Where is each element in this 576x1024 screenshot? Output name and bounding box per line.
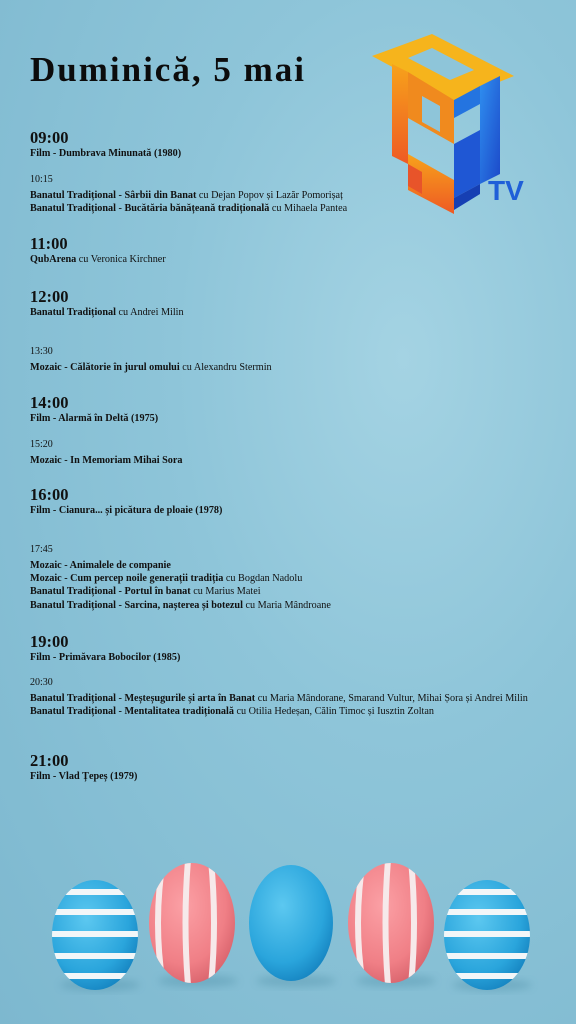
egg-blue-striped [430,880,540,990]
egg-blue-plain [249,865,333,981]
program-item: Film - Vlad Țepeș (1979) [30,771,138,782]
program-item: Mozaic - Cum percep noile generații tradiția cu Bogdan Nadolu [30,573,303,585]
program-item: Banatul Tradițional cu Andrei Milin [30,307,184,318]
time-slot: 21:00 [30,751,69,770]
easter-eggs-decoration [0,845,576,1024]
schedule-block-2030 [30,676,550,718]
program-item: Mozaic - Călătorie în jurul omului cu Alexandru Stermin [30,362,272,373]
time-slot: 15:20 [30,439,53,450]
program-item: QubArena cu Veronica Kirchner [30,254,166,265]
schedule-block-1745 [30,543,550,612]
schedule-block-1900 [30,633,550,664]
program-item: Mozaic - Animalele de companie [30,560,171,571]
program-item: Film - Dumbrava Minunată (1980) [30,148,182,159]
program-item: Banatul Tradițional - Sarcina, nașterea și botezul cu Maria Mândroane [30,599,331,611]
time-slot: 12:00 [30,287,69,306]
schedule-block-1200 [30,288,550,319]
time-slot: 16:00 [30,485,69,504]
schedule-block-1600 [30,486,550,517]
schedule-block-2100 [30,752,550,783]
egg-pink-striped [348,860,434,985]
egg-pink-striped [149,860,235,985]
program-item: Banatul Tradițional - Sârbii din Banat cu Dejan Popov și Lazăr Pomorișaț [30,190,343,201]
schedule-block-1100 [30,235,550,266]
schedule-block-0900 [30,129,550,160]
schedule-block-1330 [30,345,550,374]
time-slot: 19:00 [30,632,69,651]
program-item: Film - Alarmă în Deltă (1975) [30,413,159,424]
logo-tv-text: TV [488,175,524,206]
program-item: Banatul Tradițional - Portul în banat cu Marius Matei [30,586,261,598]
program-item: Banatul Tradițional - Meșteșugurile și arta în Banat cu Maria Mândorane, Smarand Vultur, Mihai Șora și Andrei Milin [30,693,528,704]
egg-blue-striped [40,880,150,990]
time-slot: 13:30 [30,346,53,357]
page-title: Duminică, 5 mai [30,50,306,89]
time-slot: 14:00 [30,393,69,412]
schedule-block-1015 [30,173,550,215]
program-item: Banatul Tradițional - Bucătăria bănățeană tradițională cu Mihaela Pantea [30,203,348,215]
schedule-block-1520 [30,438,550,467]
time-slot: 17:45 [30,544,53,555]
time-slot: 20:30 [30,677,53,688]
time-slot: 10:15 [30,174,53,185]
program-item: Banatul Tradițional - Mentalitatea tradițională cu Otilia Hedeșan, Călin Timoc și Iusztin Zoltan [30,706,435,718]
schedule-block-1400 [30,394,550,425]
time-slot: 09:00 [30,128,69,147]
time-slot: 11:00 [30,234,68,253]
program-item: Mozaic - In Memoriam Mihai Sora [30,455,183,466]
program-item: Film - Primăvara Bobocilor (1985) [30,652,181,663]
program-item: Film - Cianura... și picătura de ploaie (1978) [30,505,223,516]
